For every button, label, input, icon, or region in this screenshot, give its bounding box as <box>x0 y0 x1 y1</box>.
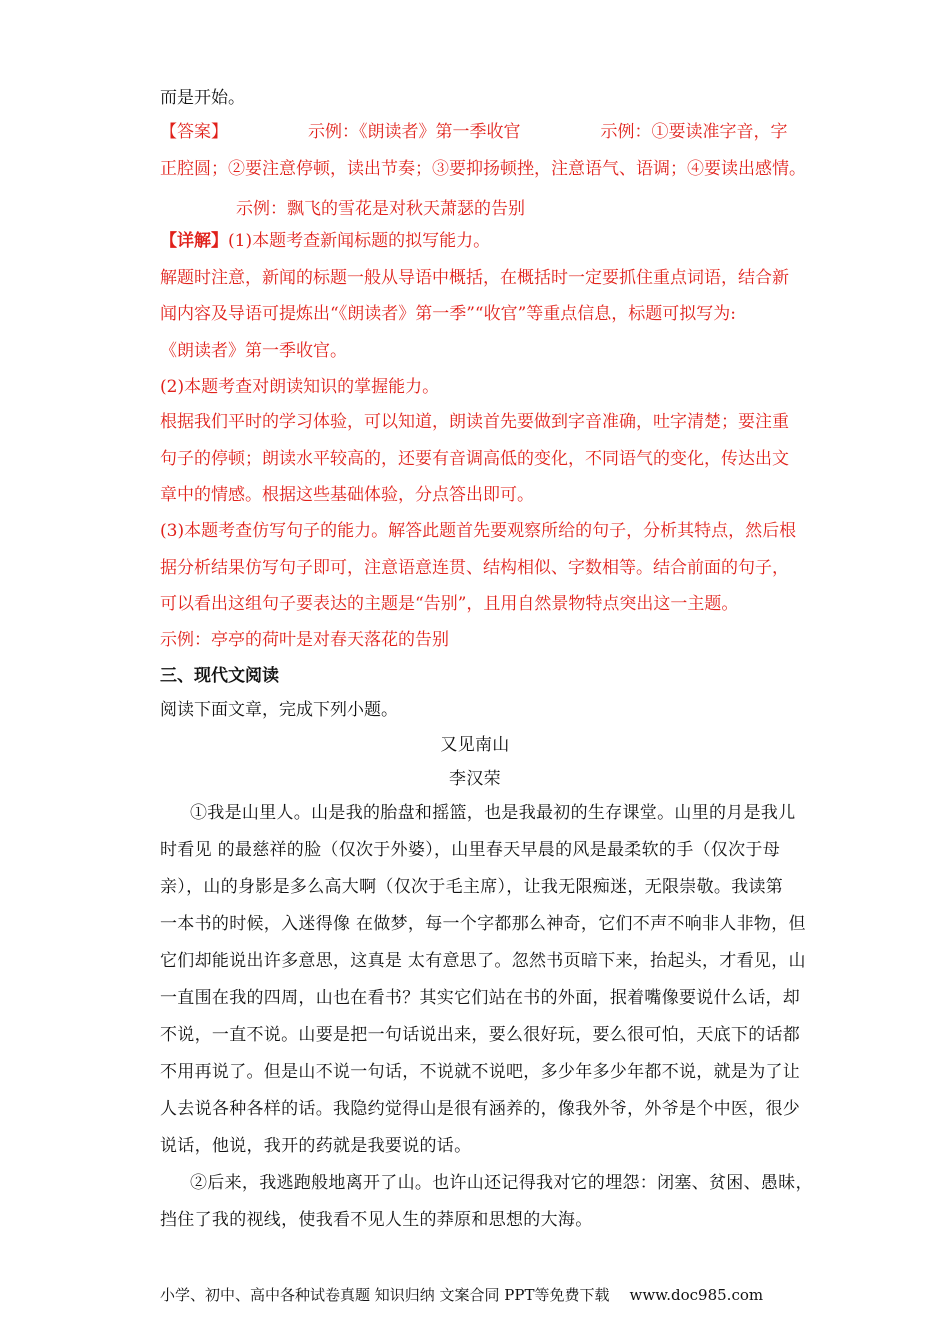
explain-label: 【详解】 <box>160 231 228 251</box>
article-author: 李汉荣 <box>449 769 501 789</box>
answer-example-1: 示例：《朗读者》第一季收官 <box>308 122 521 142</box>
continued-line: 而是开始。 <box>160 88 245 108</box>
article-para1-line: 时看见 的最慈祥的脸（仅次于外婆），山里春天早晨的风是最柔软的手（仅次于母 <box>160 840 781 860</box>
answer-example-2: 示例：①要读准字音，字 <box>600 122 788 142</box>
footer-text: 小学、初中、高中各种试卷真题 知识归纳 文案合同 PPT等免费下载 <box>160 1286 610 1304</box>
explain-line <box>160 229 490 253</box>
article-para1-line: 不用再说了。但是山不说一句话，不说就不说吧，多少年多少年都不说，就是为了让 <box>160 1062 801 1082</box>
explain-p1-line: 闻内容及导语可提炼出“《朗读者》第一季”“收官”等重点信息，标题可拟写为: <box>160 304 736 324</box>
section-heading: 三、现代文阅读 <box>160 666 279 686</box>
article-para1-line: ①我是山里人。山是我的胎盘和摇篮，也是我最初的生存课堂。山里的月是我儿 <box>190 803 796 823</box>
explain-p2-line: 根据我们平时的学习体验，可以知道，朗读首先要做到字音准确，吐字清楚；要注重 <box>160 412 789 432</box>
explain-p1-title: (1)本题考查新闻标题的拟写能力。 <box>228 231 491 251</box>
footer-site: www.doc985.com <box>629 1286 764 1304</box>
explain-p1-line: 解题时注意，新闻的标题一般从导语中概括，在概括时一定要抓住重点词语，结合新 <box>160 268 789 288</box>
article-para1-line: 它们却能说出许多意思，这真是 太有意思了。忽然书页暗下来，抬起头，才看见，山 <box>160 951 806 971</box>
explain-p2-line: 章中的情感。根据这些基础体验，分点答出即可。 <box>160 485 534 505</box>
article-para1-line: 不说，一直不说。山要是把一句话说出来，要么很好玩，要么很可怕，天底下的话都 <box>160 1025 801 1045</box>
reading-instruction: 阅读下面文章，完成下列小题。 <box>160 700 398 720</box>
article-para1-line: 亲），山的身影是多么高大啊（仅次于毛主席），让我无限痴迷，无限崇敬。我读第 <box>160 877 784 897</box>
explain-p3-line: 据分析结果仿写句子即可，注意语意连贯、结构相似、字数相等。结合前面的句子， <box>160 558 789 578</box>
answer-example-3: 示例：飘飞的雪花是对秋天萧瑟的告别 <box>236 199 525 219</box>
explain-p3-line: (3)本题考查仿写句子的能力。解答此题首先要观察所给的句子，分析其特点，然后根 <box>160 521 797 541</box>
explain-p1-line: 《朗读者》第一季收官。 <box>160 341 347 361</box>
page-footer <box>160 1284 763 1305</box>
answer-line <box>160 120 788 144</box>
article-para2-line: ②后来，我逃跑般地离开了山。也许山还记得我对它的埋怨：闭塞、贫困、愚昧， <box>190 1173 813 1193</box>
answer-example-2-cont: 正腔圆；②要注意停顿，读出节奏；③要抑扬顿挫，注意语气、语调；④要读出感情。 <box>160 159 806 179</box>
answer-label: 【答案】 <box>160 122 228 142</box>
explain-p3-example: 示例：亭亭的荷叶是对春天落花的告别 <box>160 630 449 650</box>
explain-p2-title: (2)本题考查对朗读知识的掌握能力。 <box>160 377 440 397</box>
article-para1-line: 一本书的时候，入迷得像 在做梦，每一个字都那么神奇，它们不声不响非人非物，但 <box>160 914 806 934</box>
article-title: 又见南山 <box>440 735 510 755</box>
explain-p3-line: 可以看出这组句子要表达的主题是“告别”，且用自然景物特点突出这一主题。 <box>160 594 739 614</box>
article-para1-line: 说话，他说，我开的药就是我要说的话。 <box>160 1136 472 1156</box>
article-para2-line: 挡住了我的视线，使我看不见人生的莽原和思想的大海。 <box>160 1210 593 1230</box>
explain-p2-line: 句子的停顿；朗读水平较高的，还要有音调高低的变化，不同语气的变化，传达出文 <box>160 449 789 469</box>
article-para1-line: 人去说各种各样的话。我隐约觉得山是很有涵养的，像我外爷，外爷是个中医，很少 <box>160 1099 801 1119</box>
article-para1-line: 一直围在我的四周，山也在看书？其实它们站在书的外面，抿着嘴像要说什么话，却 <box>160 988 801 1008</box>
